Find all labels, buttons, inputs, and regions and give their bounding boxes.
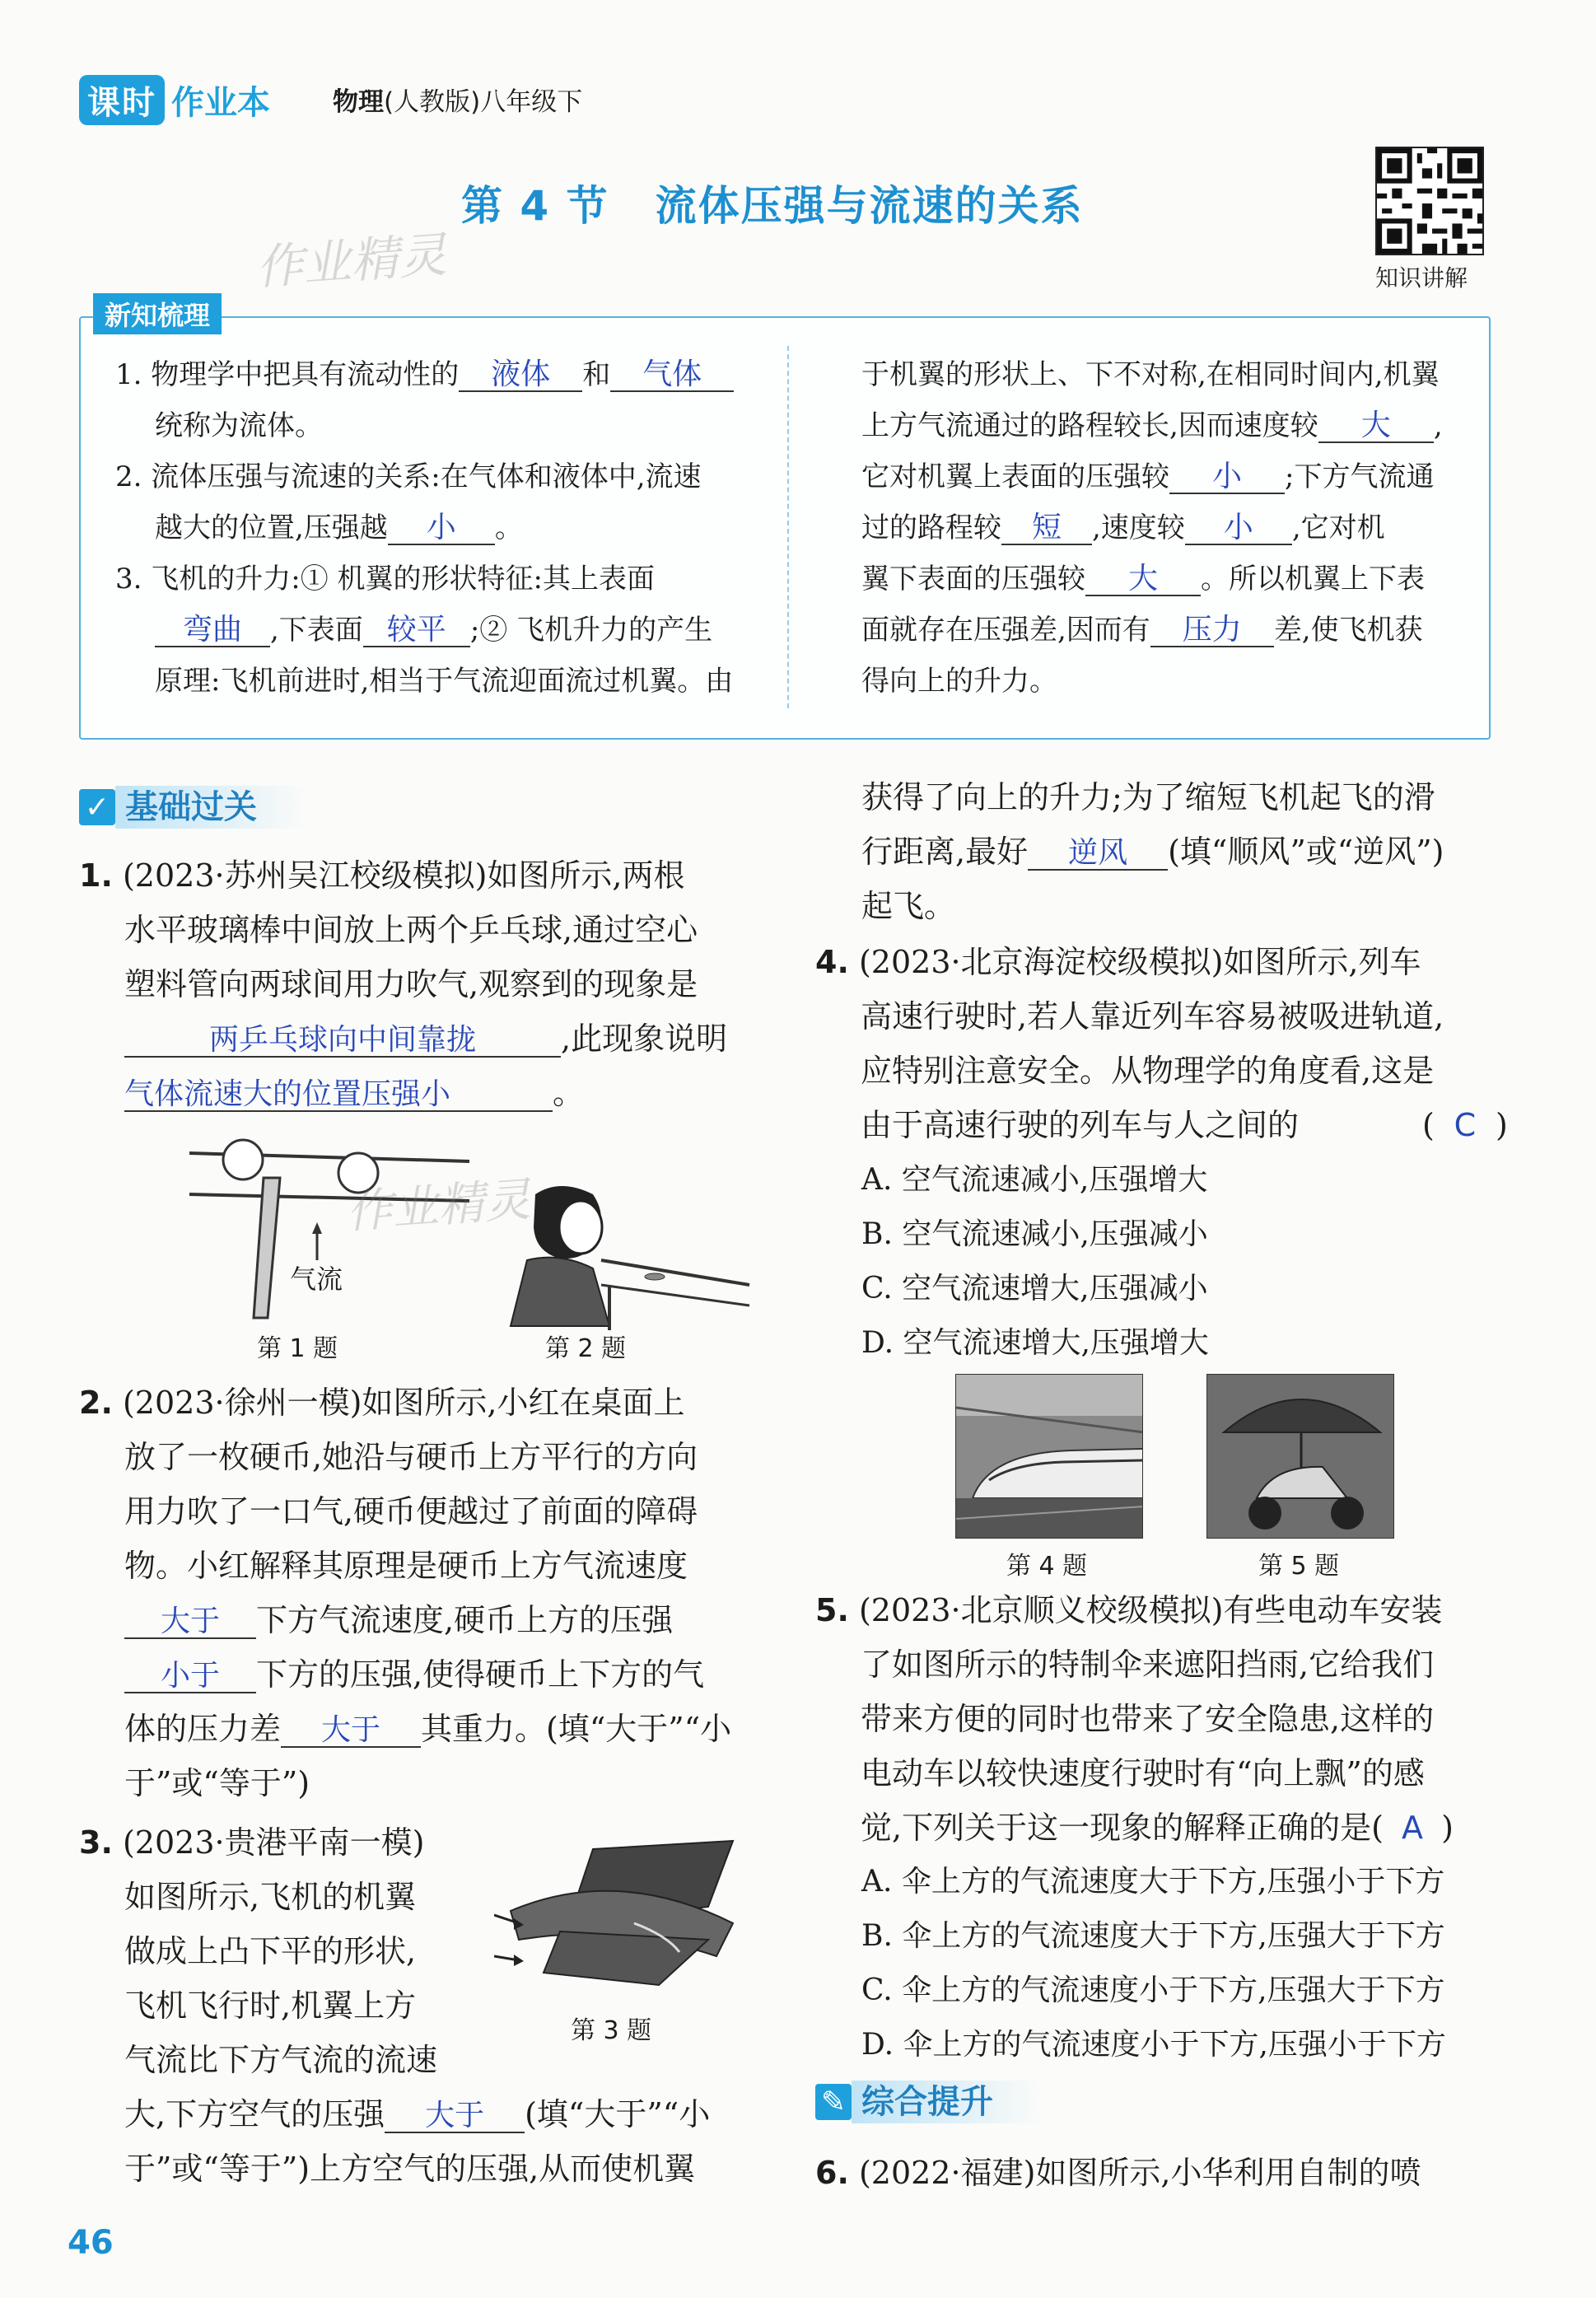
answer-blank: 大于 <box>281 1715 421 1748</box>
answer-blank: 液体 <box>459 359 582 392</box>
answer-blank: 大于 <box>385 2100 525 2133</box>
figure-1-caption: 第 1 题 <box>257 1334 338 1363</box>
question-5-options <box>861 1855 1446 2072</box>
page-number: 46 <box>68 2224 114 2262</box>
answer-blank: 逆风 <box>1028 838 1168 871</box>
question-4: 4. (2023·北京海淀校级模拟)如图所示,列车 高速行驶时,若人靠近列车容易被吸进轨道, 应特别注意安全。从物理学的角度看,这是 由于高速行驶的列车与人之间的 ( C ) <box>815 935 1508 1152</box>
watermark: 作业精灵 <box>254 226 449 296</box>
answer-choice: A <box>1402 1810 1423 1846</box>
figure-5-photo <box>1206 1374 1394 1539</box>
answer-blank: 小 <box>1169 461 1285 494</box>
subject-label: 物理(人教版)八年级下 <box>333 87 583 117</box>
answer-choice: C <box>1454 1107 1477 1143</box>
option-d: D. 空气流速增大,压强增大 <box>861 1326 1209 1360</box>
question-5: 5. (2023·北京顺义校级模拟)有些电动车安装 了如图所示的特制伞来遮阳挡雨,它给我们 带来方便的同时也带来了安全隐患,这样的 电动车以较快速度行驶时有“向上飘”的感 觉,下列关于这一现象的解释正确的是( A ) <box>815 1583 1454 1855</box>
answer-blank: 弯曲 <box>155 614 270 647</box>
brand-logo <box>79 71 270 128</box>
figure-5-caption: 第 5 题 <box>1258 1552 1340 1581</box>
pencil-icon: ✎ <box>815 2084 852 2120</box>
answer-blank: 短 <box>1001 512 1092 545</box>
logo-text: 作业本 <box>171 83 270 122</box>
knowledge-tag: 新知梳理 <box>93 293 222 334</box>
question-1: 1. (2023·苏州吴江校级模拟)如图所示,两根 水平玻璃棒中间放上两个乒乓球,通过空心 塑料管向两球间用力吹气,观察到的现象是 两乒乓球向中间靠拢 ,此现象说明 气体流速大的位置压强小 。 <box>79 857 728 1111</box>
answer-blank: 气体 <box>610 359 734 392</box>
knowledge-right: 于机翼的形状上、下不对称,在相同时间内,机翼 上方气流通过的路程较长,因而速度较 大 , 它对机翼上表面的压强较 小 ;下方气流通 过的路程较 短 ,速度较 小 ,它对机 翼下表面的压强较 大 。所以机翼上下表 面就存在压强差,因而有 压力 差,使飞机获 得向上的升力。 <box>861 358 1443 698</box>
question-3-continued: 获得了向上的升力;为了缩短飞机起飞的滑 行距离,最好 逆风 (填“顺风”或“逆风”) 起飞。 <box>861 779 1444 924</box>
option-c: C. 空气流速增大,压强减小 <box>861 1272 1208 1305</box>
figure-4-caption: 第 4 题 <box>1006 1552 1088 1581</box>
option-a: A. 伞上方的气流速度大于下方,压强小于下方 <box>861 1865 1445 1899</box>
option-b: B. 伞上方的气流速度大于下方,压强大于下方 <box>861 1919 1445 1953</box>
answer-blank: 较平 <box>363 614 470 647</box>
question-4-options <box>861 1153 1209 1371</box>
advanced-section-tag: ✎ 综合提升 <box>815 2079 1043 2125</box>
knowledge-left: 1. 物理学中把具有流动性的 液体 和 气体 统称为流体。 2. 流体压强与流速的关系:在气体和液体中,流速 越大的位置,压强越 小 。 3. 飞机的升力:① 机翼的形状特征:其上表面 弯曲 ,下表面 较平 ;② 飞机升力的产生 原理:飞机前进时,相当于气流迎面流过机翼。由 <box>115 357 734 698</box>
qr-code-icon[interactable] <box>1375 147 1484 255</box>
section-title: 第 4 节 流体压强与流速的关系 <box>461 182 1084 230</box>
answer-blank: 两乒乓球向中间靠拢 <box>124 1025 561 1058</box>
answer-blank: 压力 <box>1150 614 1274 647</box>
answer-blank: 大于 <box>124 1606 256 1639</box>
watermark: 作业精灵 <box>344 1173 533 1240</box>
figure-3-illustration <box>494 1833 749 1989</box>
question-3: 3. (2023·贵港平南一模) 如图所示,飞机的机翼 做成上凸下平的形状, 飞机飞行时,机翼上方 气流比下方气流的流速 大,下方空气的压强 大于 (填“大于”“小 于”或“等于”)上方空气的压强,从而使机翼 <box>79 1824 711 2187</box>
option-c: C. 伞上方的气流速度小于下方,压强大于下方 <box>861 1973 1445 2007</box>
figure-3-caption: 第 3 题 <box>571 2016 652 2045</box>
figure-4-photo <box>955 1374 1143 1539</box>
question-2: 2. (2023·徐州一模)如图所示,小红在桌面上 放了一枚硬币,她沿与硬币上方平行的方向 用力吹了一口气,硬币便越过了前面的障碍 物。小红解释其原理是硬币上方气流速度 大于 下方气流速度,硬币上方的压强 小于 下方的压强,使得硬币上下方的气 体的压力差 大于 其重力。(填“大于”“小 于”或“等于”) <box>79 1385 732 1801</box>
logo-icon: 课时 <box>79 75 165 125</box>
column-divider <box>787 346 789 708</box>
basic-section-tag: ✓ 基础过关 <box>79 784 306 830</box>
answer-blank: 小 <box>1185 512 1292 545</box>
checkbox-icon: ✓ <box>79 789 115 825</box>
answer-blank: 气体流速大的位置压强小 <box>124 1079 553 1112</box>
answer-blank: 小于 <box>124 1660 256 1693</box>
figure-1-label: 气流 <box>290 1263 343 1295</box>
question-6: 6. (2022·福建)如图所示,小华利用自制的喷 <box>815 2155 1421 2191</box>
answer-blank: 大 <box>1318 410 1434 443</box>
answer-blank: 大 <box>1085 563 1201 596</box>
option-a: A. 空气流速减小,压强增大 <box>861 1163 1208 1197</box>
option-b: B. 空气流速减小,压强减小 <box>861 1217 1208 1251</box>
figure-2-caption: 第 2 题 <box>545 1334 627 1363</box>
answer-blank: 小 <box>388 512 495 545</box>
qr-label: 知识讲解 <box>1375 264 1468 292</box>
option-d: D. 伞上方的气流速度小于下方,压强小于下方 <box>861 2028 1446 2062</box>
